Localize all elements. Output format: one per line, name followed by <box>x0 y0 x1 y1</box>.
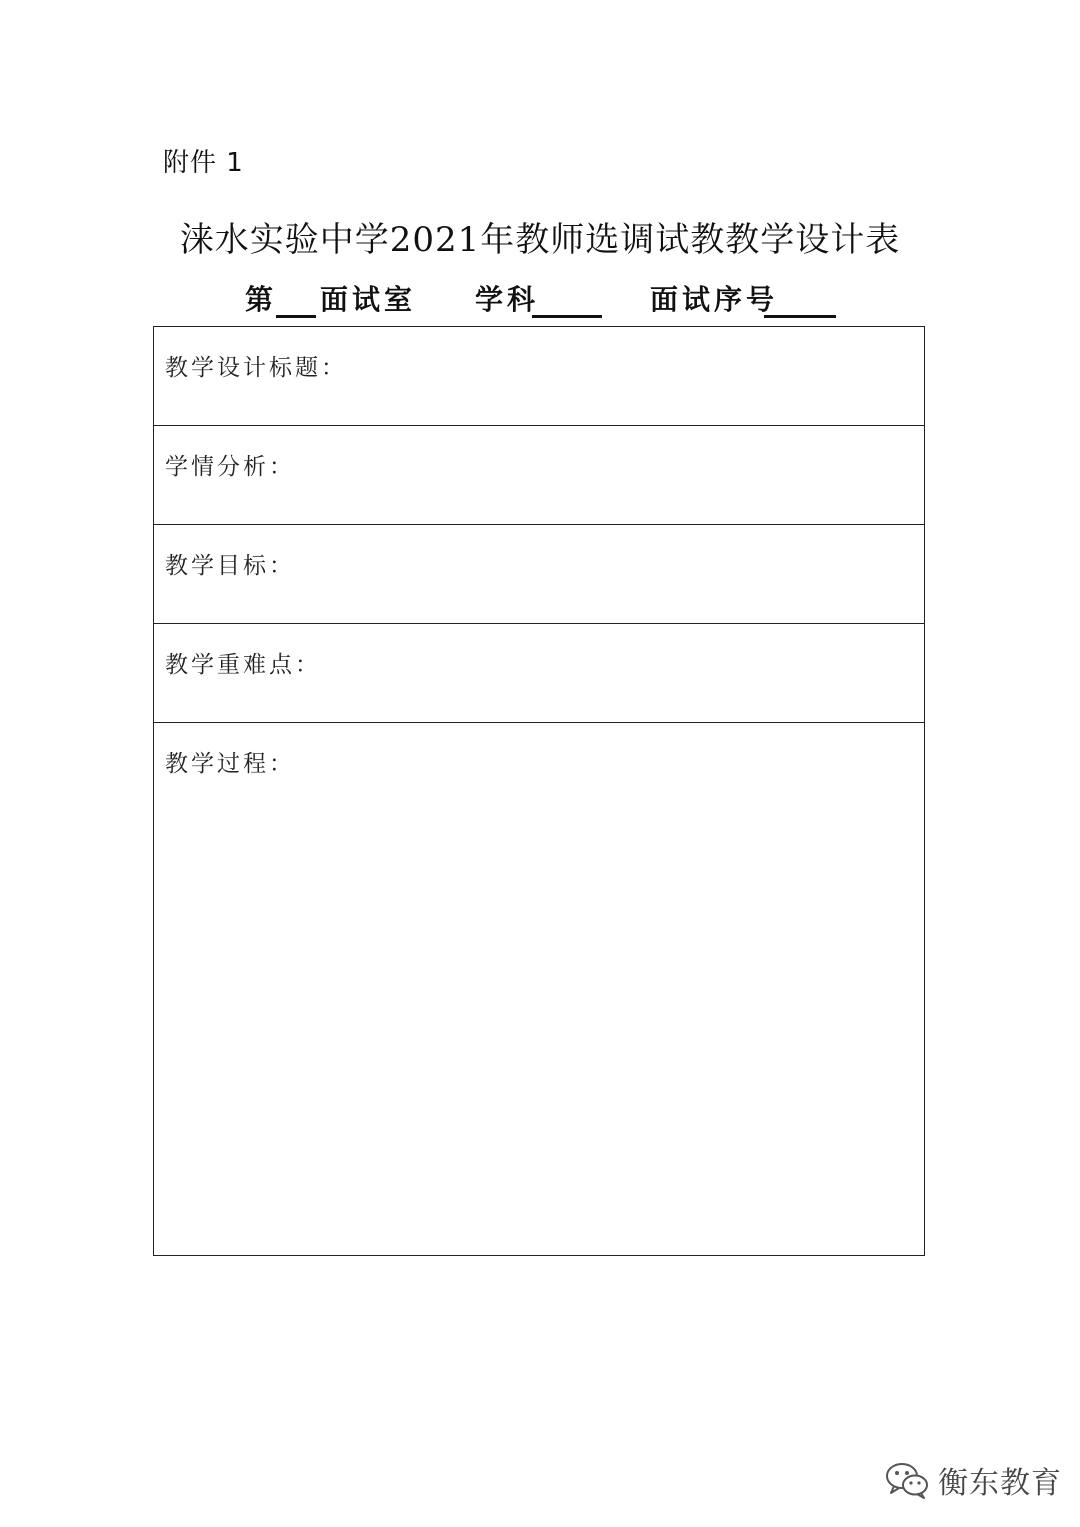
interview-info-line <box>0 282 1080 322</box>
subject-label: 学科 <box>475 283 540 316</box>
lesson-design-form <box>153 326 925 1256</box>
form-row-label: 教学过程： <box>165 751 295 777</box>
watermark <box>884 1458 1062 1502</box>
form-row-label: 教学重难点： <box>165 652 321 678</box>
form-row-label: 教学设计标题： <box>165 355 347 381</box>
form-row-key-points[interactable] <box>154 624 924 723</box>
page-title: 涞水实验中学2021年教师选调试教教学设计表 <box>179 220 901 260</box>
wechat-icon <box>884 1461 930 1499</box>
subject-blank[interactable] <box>532 315 602 318</box>
form-row-teaching-goals[interactable] <box>154 525 924 624</box>
form-row-teaching-process[interactable] <box>154 723 924 1255</box>
form-row-label: 学情分析： <box>165 454 295 480</box>
form-row-design-title[interactable] <box>154 327 924 426</box>
room-prefix: 第 <box>245 283 278 316</box>
sequence-label: 面试序号 <box>650 283 779 316</box>
form-row-label: 教学目标： <box>165 553 295 579</box>
form-row-student-analysis[interactable] <box>154 426 924 525</box>
attachment-label: 附件 1 <box>163 148 244 178</box>
room-number-blank[interactable] <box>276 315 316 318</box>
watermark-text: 衡东教育 <box>938 1466 1062 1501</box>
room-suffix: 面试室 <box>320 283 417 316</box>
sequence-blank[interactable] <box>764 315 836 318</box>
